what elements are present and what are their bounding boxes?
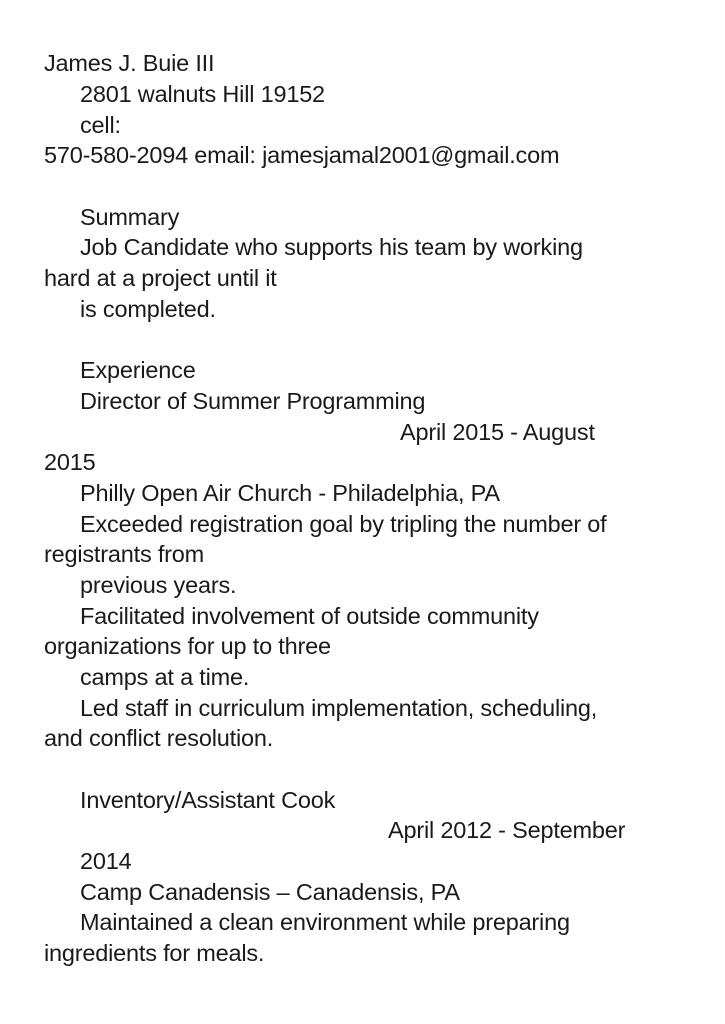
candidate-name: James J. Buie III: [44, 50, 215, 76]
contact-line: 570-580-2094 email: jamesjamal2001@gmail.com: [44, 142, 560, 168]
job-dates: April 2015 - August: [400, 419, 595, 445]
job-detail-line: Maintained a clean environment while preparing: [80, 909, 570, 935]
job-detail-line: organizations for up to three: [44, 633, 331, 659]
job-detail-line: Exceeded registration goal by tripling the number of: [80, 511, 607, 537]
job-detail-line: camps at a time.: [80, 664, 250, 690]
summary-line: Job Candidate who supports his team by working: [80, 234, 583, 260]
cell-label: cell:: [80, 112, 121, 138]
job-employer: Philly Open Air Church - Philadelphia, PA: [80, 480, 500, 506]
job-detail-line: Led staff in curriculum implementation, scheduling,: [80, 695, 598, 721]
job-detail-line: Facilitated involvement of outside community: [80, 603, 539, 629]
job-title: Inventory/Assistant Cook: [80, 787, 336, 813]
job-employer: Camp Canadensis – Canadensis, PA: [80, 879, 460, 905]
summary-line: hard at a project until it: [44, 265, 277, 291]
summary-heading: Summary: [80, 204, 180, 230]
job-detail-line: registrants from: [44, 541, 205, 567]
job-dates-cont: 2015: [44, 449, 96, 475]
job-detail-line: previous years.: [80, 572, 237, 598]
job-dates-cont: 2014: [80, 848, 132, 874]
job-detail-line: and conflict resolution.: [44, 725, 274, 751]
address: 2801 walnuts Hill 19152: [80, 81, 325, 107]
summary-line: is completed.: [80, 296, 216, 322]
job-detail-line: ingredients for meals.: [44, 940, 265, 966]
job-title: Director of Summer Programming: [80, 388, 426, 414]
experience-heading: Experience: [80, 357, 196, 383]
job-dates: April 2012 - September: [388, 817, 626, 843]
